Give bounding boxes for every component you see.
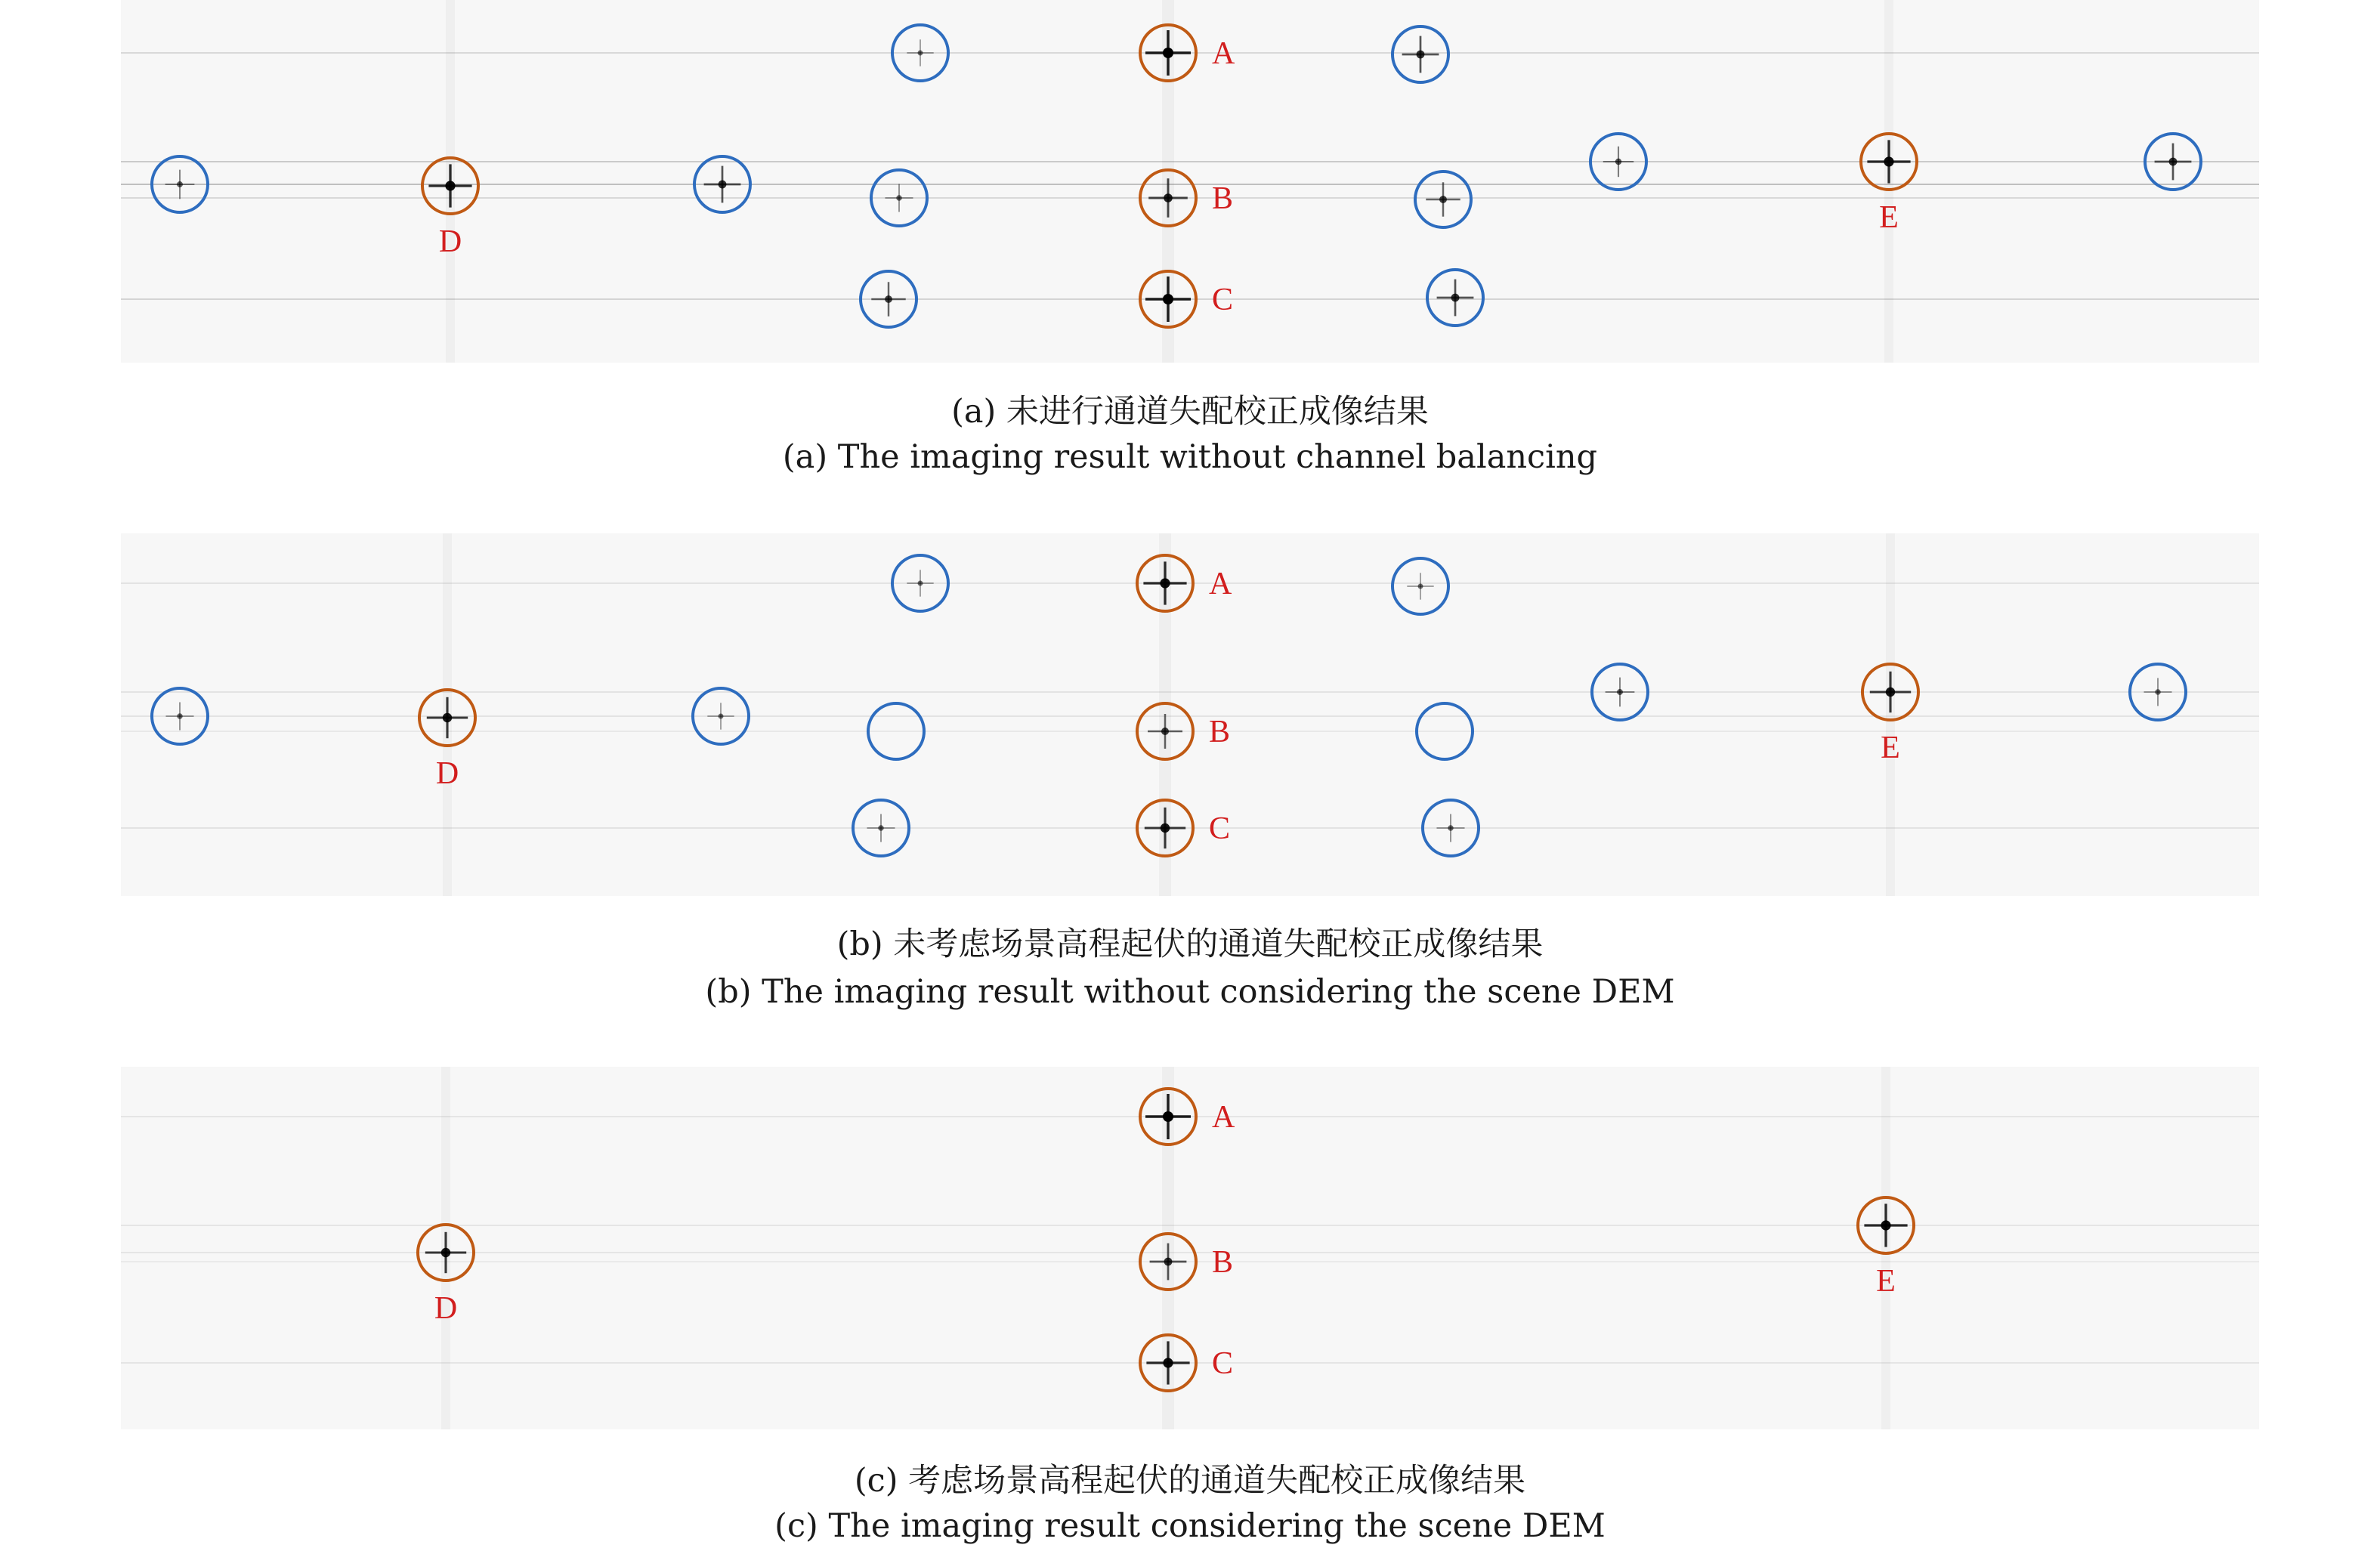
target-label-d: D [438, 224, 462, 259]
caption-b-chinese: (b) 未考虑场景高程起伏的通道失配校正成像结果 [836, 925, 1544, 963]
panel-b-image [121, 533, 2259, 896]
range-streak [1886, 533, 1895, 896]
caption-b-english: (b) The imaging result without considering the scene DEM [705, 973, 1675, 1011]
panel-c-image [121, 1067, 2259, 1429]
target-label-b: B [1212, 181, 1234, 216]
target-label-b: B [1212, 1245, 1234, 1280]
caption-c-chinese: (c) 考虑场景高程起伏的通道失配校正成像结果 [854, 1462, 1526, 1500]
target-label-e: E [1881, 731, 1900, 765]
range-streak [1881, 1067, 1890, 1429]
panel-a-svg [121, 0, 2259, 363]
panel-b-svg [121, 533, 2259, 896]
panel-c-svg [121, 1067, 2259, 1429]
target-label-a: A [1212, 36, 1235, 71]
caption-a-english: (a) The imaging result without channel balancing [782, 438, 1598, 476]
target-label-a: A [1212, 1100, 1235, 1135]
target-label-e: E [1879, 200, 1899, 235]
caption-c-english: (c) The imaging result considering the scene DEM [774, 1507, 1606, 1545]
target-label-c: C [1212, 283, 1234, 317]
target-label-b: B [1209, 715, 1231, 749]
target-label-d: D [434, 1291, 458, 1326]
target-label-c: C [1212, 1346, 1234, 1381]
target-label-d: D [435, 756, 459, 791]
target-label-c: C [1209, 811, 1231, 846]
caption-a-chinese: (a) 未进行通道失配校正成像结果 [951, 393, 1429, 431]
target-label-a: A [1209, 567, 1232, 601]
panel-a-image [121, 0, 2259, 363]
target-label-e: E [1876, 1264, 1896, 1299]
